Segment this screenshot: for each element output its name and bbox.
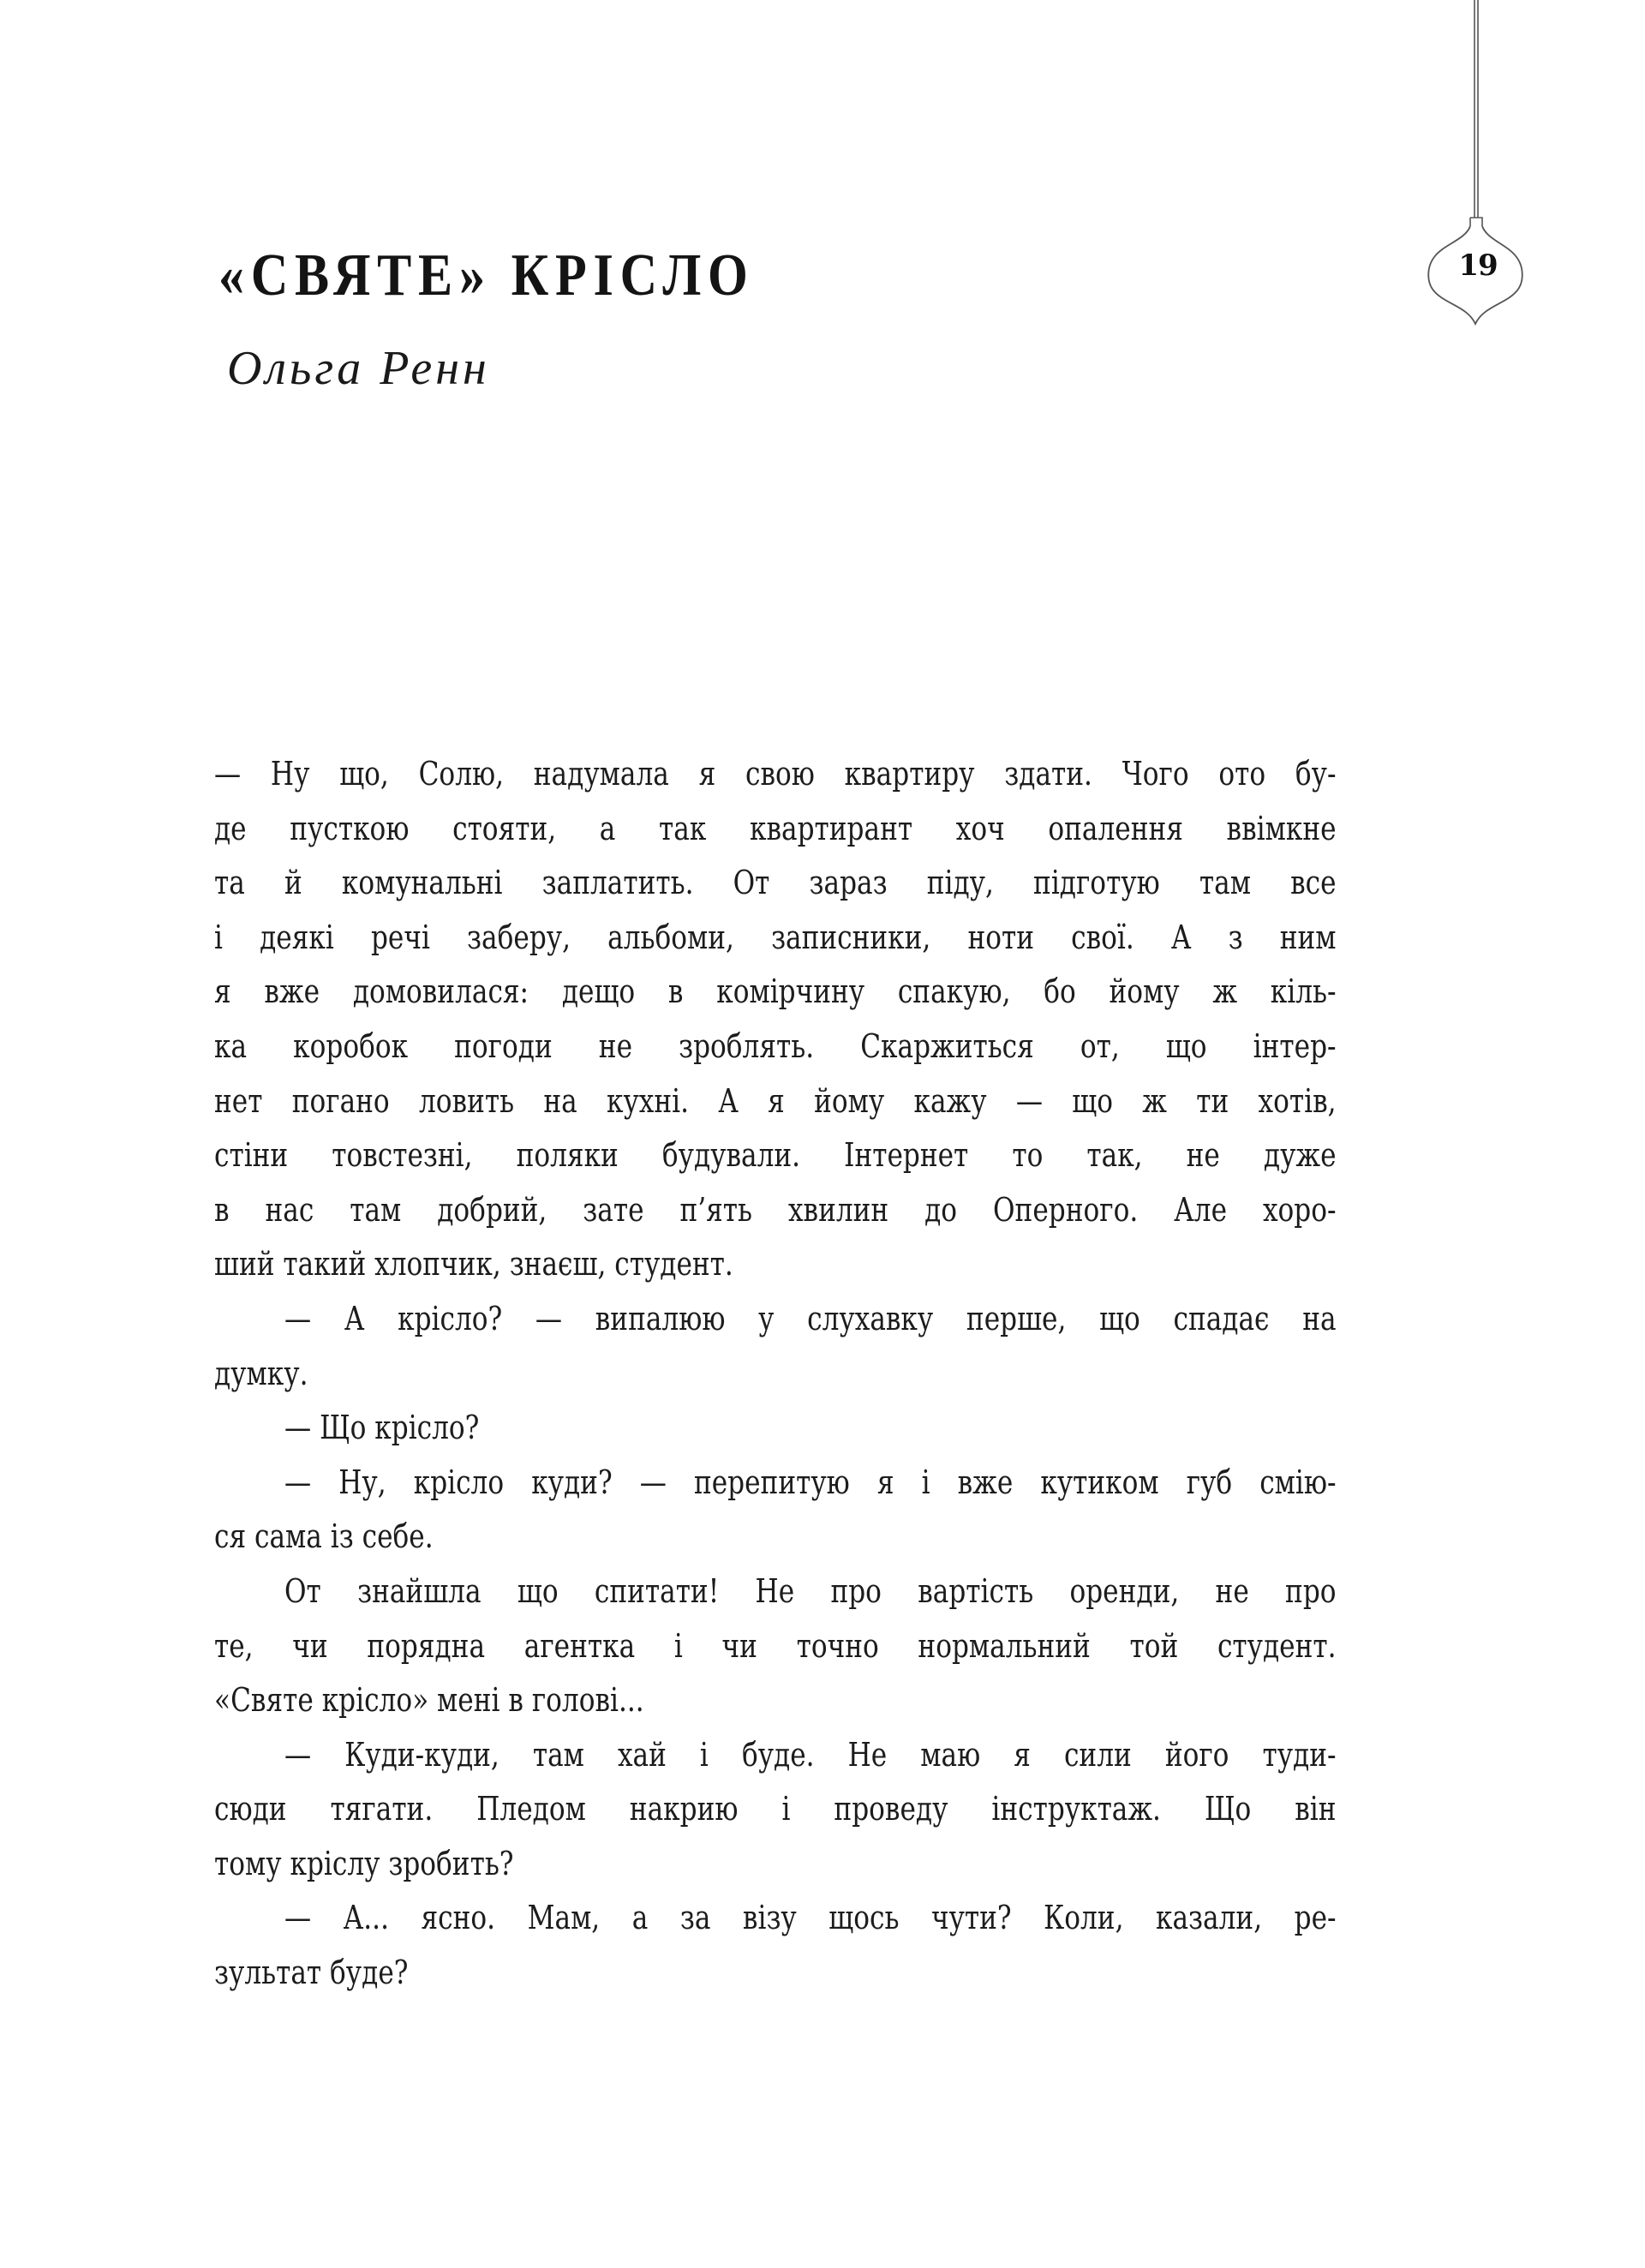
text-line: ся сама із себе.: [214, 1517, 434, 1556]
text-line: — А крісло? — випалюю у слухавку перше, що спадає на: [284, 1299, 1337, 1337]
text-line: зультат буде?: [214, 1954, 409, 1992]
story-author: Ольга Ренн: [227, 342, 490, 395]
text-line: в нас там добрий, зате п’ять хвилин до Оперного. Але хоро-: [214, 1190, 1337, 1229]
page-number-ornament: [1427, 0, 1529, 326]
text-line: та й комунальні заплатить. От зараз піду, підготую там все: [214, 864, 1337, 902]
story-body: [214, 747, 1337, 2001]
text-line: ший такий хлопчик, знаєш, студент.: [214, 1245, 733, 1284]
text-line: сюди тягати. Пледом накрию і проведу інструктаж. Що він: [214, 1790, 1337, 1828]
text-line: стіни товстезні, поляки будували. Інтернет то так, не дуже: [214, 1136, 1337, 1175]
text-line: — Ну, крісло куди? — перепитую я і вже кутиком губ смію-: [284, 1463, 1337, 1501]
text-line: я вже домовилася: дещо в комірчину спакую, бо йому ж кіль-: [214, 972, 1337, 1011]
text-line: де пусткою стояти, а так квартирант хоч опалення ввімкне: [214, 809, 1337, 847]
text-line: і деякі речі заберу, альбоми, записники, ноти свої. А з ним: [214, 918, 1337, 956]
text-line: От знайшла що спитати! Не про вартість оренди, не про: [284, 1571, 1337, 1610]
text-line: — Ну що, Солю, надумала я свою квартиру здати. Чого ото бу-: [214, 755, 1337, 793]
text-line: думку.: [214, 1354, 308, 1392]
text-line: тому кріслу зробить?: [214, 1844, 514, 1882]
text-line: — Що крісло?: [284, 1409, 480, 1447]
text-line: — Куди-куди, там хай і буде. Не маю я сили його туди-: [284, 1735, 1337, 1774]
text-line: — А... ясно. Мам, а за візу щось чути? Коли, казали, ре-: [284, 1899, 1337, 1937]
text-line: «Святе крісло» мені в голові...: [214, 1681, 644, 1720]
text-line: нет погано ловить на кухні. А я йому кажу — що ж ти хотів,: [214, 1081, 1337, 1120]
story-title: «СВЯТЕ» КРІСЛО: [218, 242, 755, 308]
page-number: 19: [1458, 248, 1498, 283]
text-line: те, чи порядна агентка і чи точно нормальний той студент.: [214, 1626, 1337, 1665]
text-line: ка коробок погоди не зроблять. Скаржиться от, що інтер-: [214, 1026, 1337, 1065]
